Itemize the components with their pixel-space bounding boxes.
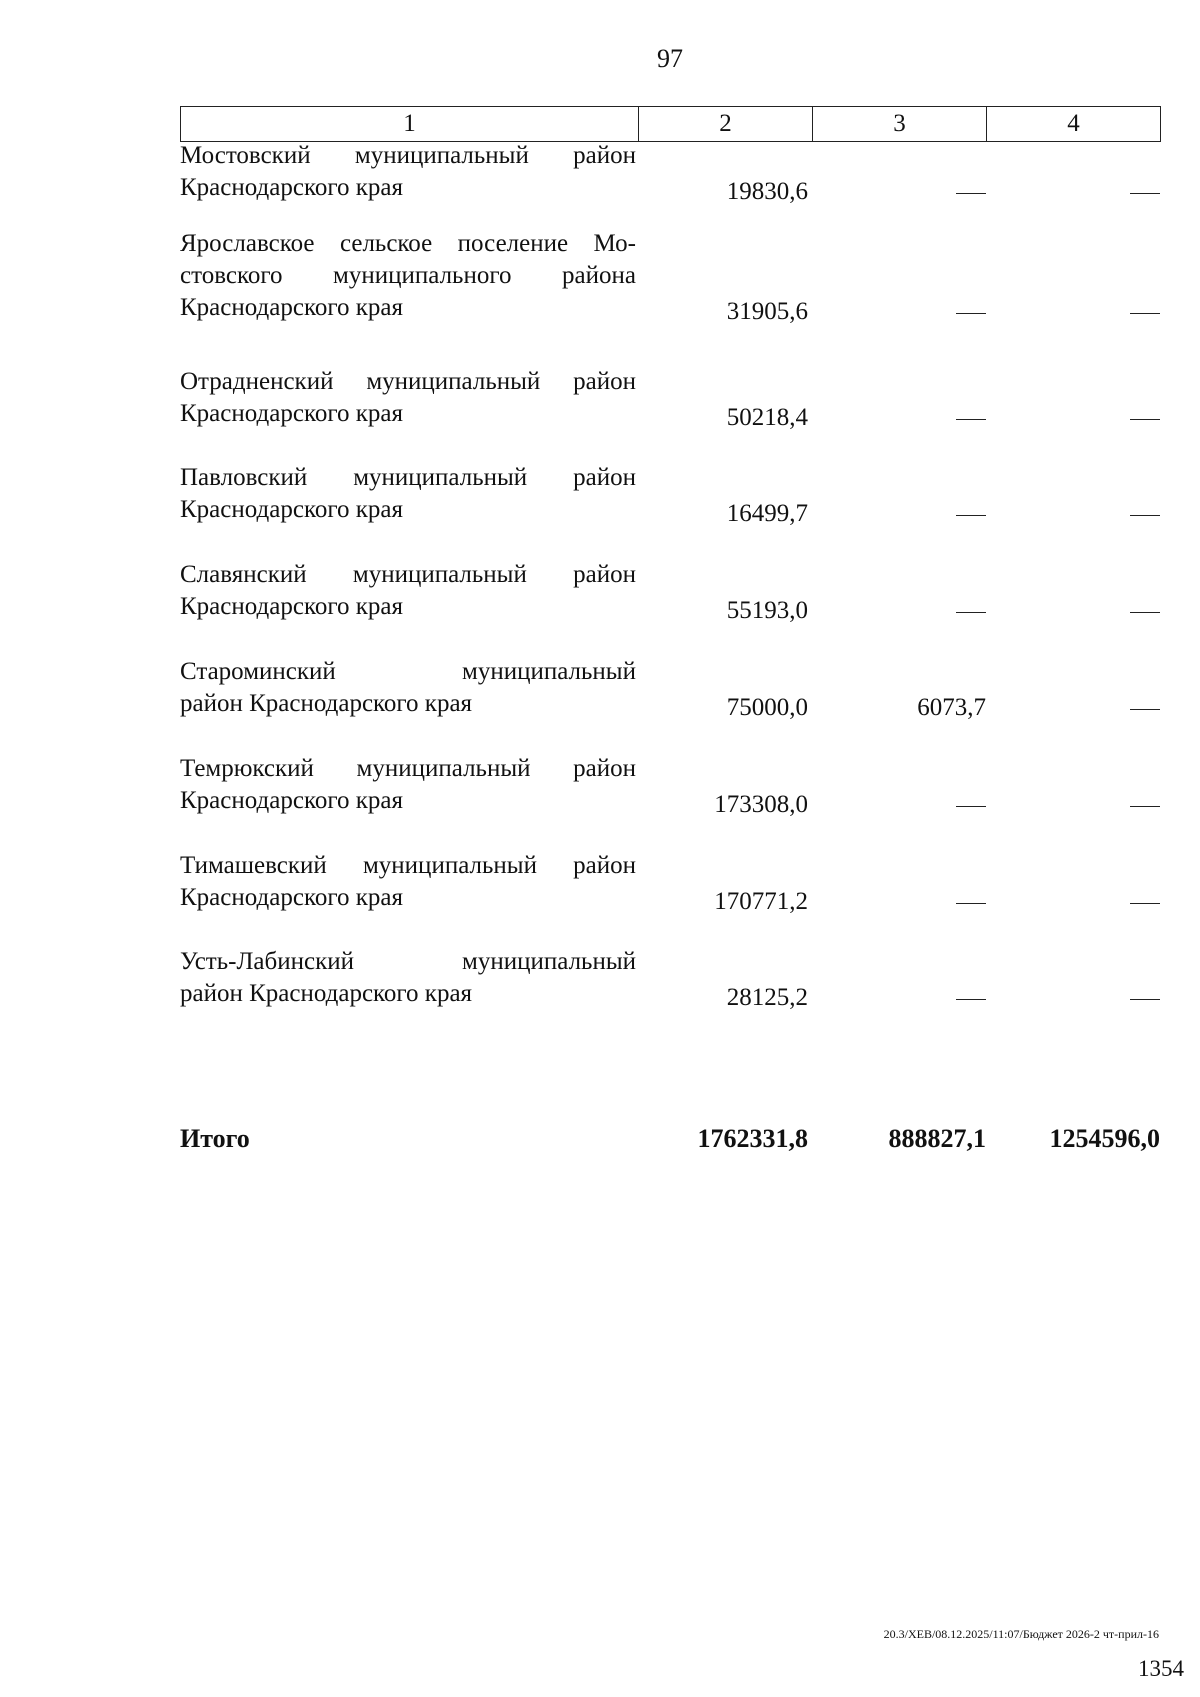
municipality-name-line: Краснодарского края: [180, 400, 403, 427]
dash-mark: [956, 515, 986, 517]
row-c2-value: 19830,6: [726, 178, 808, 205]
total-col-4: 1254596,0: [1049, 1124, 1160, 1153]
table-row: [180, 559, 1160, 659]
row-c4-dash: [990, 296, 1160, 328]
table-row: [180, 753, 1160, 853]
dash-mark: [1130, 709, 1160, 711]
municipality-name-line: Ярославское сельское поселение Мо-: [180, 230, 636, 257]
column-header-table: [180, 106, 1161, 142]
row-c3-dash: [816, 982, 986, 1014]
municipality-name-line: Тимашевский муниципальный район: [180, 852, 636, 879]
municipality-name-line: Усть-Лабинский муниципальный: [180, 948, 636, 975]
row-c4-dash: [990, 789, 1160, 821]
municipality-name-line: район Краснодарского края: [180, 690, 473, 717]
municipality-name-line: Отрадненский муниципальный район: [180, 368, 636, 395]
row-c3-value: 6073,7: [917, 694, 986, 721]
row-c3-dash: [816, 498, 986, 530]
table-row: [180, 366, 1160, 466]
row-c3-dash: [816, 296, 986, 328]
row-c2-value: 170771,2: [714, 888, 808, 915]
dash-mark: [1130, 313, 1160, 315]
row-c4-dash: [990, 595, 1160, 627]
dash-mark: [1130, 419, 1160, 421]
dash-mark: [956, 999, 986, 1001]
row-c4-dash: [990, 402, 1160, 434]
row-c2-value: 75000,0: [726, 694, 808, 721]
total-col-3: 888827,1: [888, 1124, 986, 1153]
table-row: [180, 140, 1160, 240]
dash-mark: [1130, 999, 1160, 1001]
row-c4-dash: [990, 886, 1160, 918]
municipality-name-line: Мостовский муниципальный район: [180, 142, 636, 169]
dash-mark: [956, 612, 986, 614]
column-header-2: 2: [639, 107, 813, 142]
table-row: [180, 656, 1160, 756]
dash-mark: [1130, 515, 1160, 517]
row-c4-dash: [990, 692, 1160, 724]
row-c4-dash: [990, 982, 1160, 1014]
row-c4-dash: [990, 498, 1160, 530]
row-c2-value: 50218,4: [726, 404, 808, 431]
municipality-name: [180, 140, 636, 204]
dash-mark: [1130, 612, 1160, 614]
total-row: [180, 1124, 1160, 1164]
dash-mark: [956, 313, 986, 315]
municipality-name: [180, 228, 636, 324]
row-c2-value: 31905,6: [726, 298, 808, 325]
municipality-name-line: Краснодарского края: [180, 174, 403, 201]
dash-mark: [956, 806, 986, 808]
row-c3-dash: [816, 402, 986, 434]
municipality-name: [180, 850, 636, 914]
row-c4-dash: [990, 176, 1160, 208]
row-c3-dash: [816, 789, 986, 821]
municipality-name-line: Староминский муниципальный: [180, 658, 636, 685]
municipality-name-line: Краснодарского края: [180, 294, 403, 321]
row-c3-dash: [816, 176, 986, 208]
municipality-name-line: Краснодарского края: [180, 884, 403, 911]
column-header-4: 4: [987, 107, 1161, 142]
table-row: [180, 850, 1160, 950]
row-c2-value: 16499,7: [726, 500, 808, 527]
document-code: 20.3/ХЕВ/08.12.2025/11:07/Бюджет 2026-2 чт-прил-16: [883, 1627, 1159, 1641]
municipality-name-line: Краснодарского края: [180, 496, 403, 523]
row-c2-value: 173308,0: [714, 791, 808, 818]
municipality-name: [180, 462, 636, 526]
table-row: [180, 462, 1160, 562]
dash-mark: [956, 419, 986, 421]
dash-mark: [1130, 806, 1160, 808]
column-header-1: 1: [181, 107, 639, 142]
row-c3-dash: [816, 595, 986, 627]
municipality-name: [180, 753, 636, 817]
municipality-name-line: Славянский муниципальный район: [180, 561, 636, 588]
municipality-name-line: стовского муниципального района: [180, 262, 636, 289]
total-col-2: 1762331,8: [697, 1124, 808, 1153]
municipality-name-line: Темрюкский муниципальный район: [180, 755, 636, 782]
sheet-number: 1354: [1138, 1656, 1184, 1681]
municipality-name: [180, 366, 636, 430]
dash-mark: [956, 903, 986, 905]
municipality-name-line: Павловский муниципальный район: [180, 464, 636, 491]
table-row: [180, 228, 1160, 328]
column-header-3: 3: [813, 107, 987, 142]
municipality-name: [180, 656, 636, 720]
page-number: 97: [657, 44, 683, 73]
row-c2-value: 28125,2: [726, 984, 808, 1011]
municipality-name: [180, 946, 636, 1010]
dash-mark: [1130, 903, 1160, 905]
dash-mark: [956, 193, 986, 195]
municipality-name: [180, 559, 636, 623]
table-row: [180, 946, 1160, 1046]
municipality-name-line: Краснодарского края: [180, 787, 403, 814]
municipality-name-line: Краснодарского края: [180, 593, 403, 620]
row-c3-dash: [816, 886, 986, 918]
total-label: Итого: [180, 1124, 250, 1153]
municipality-name-line: район Краснодарского края: [180, 980, 473, 1007]
dash-mark: [1130, 193, 1160, 195]
row-c2-value: 55193,0: [726, 597, 808, 624]
